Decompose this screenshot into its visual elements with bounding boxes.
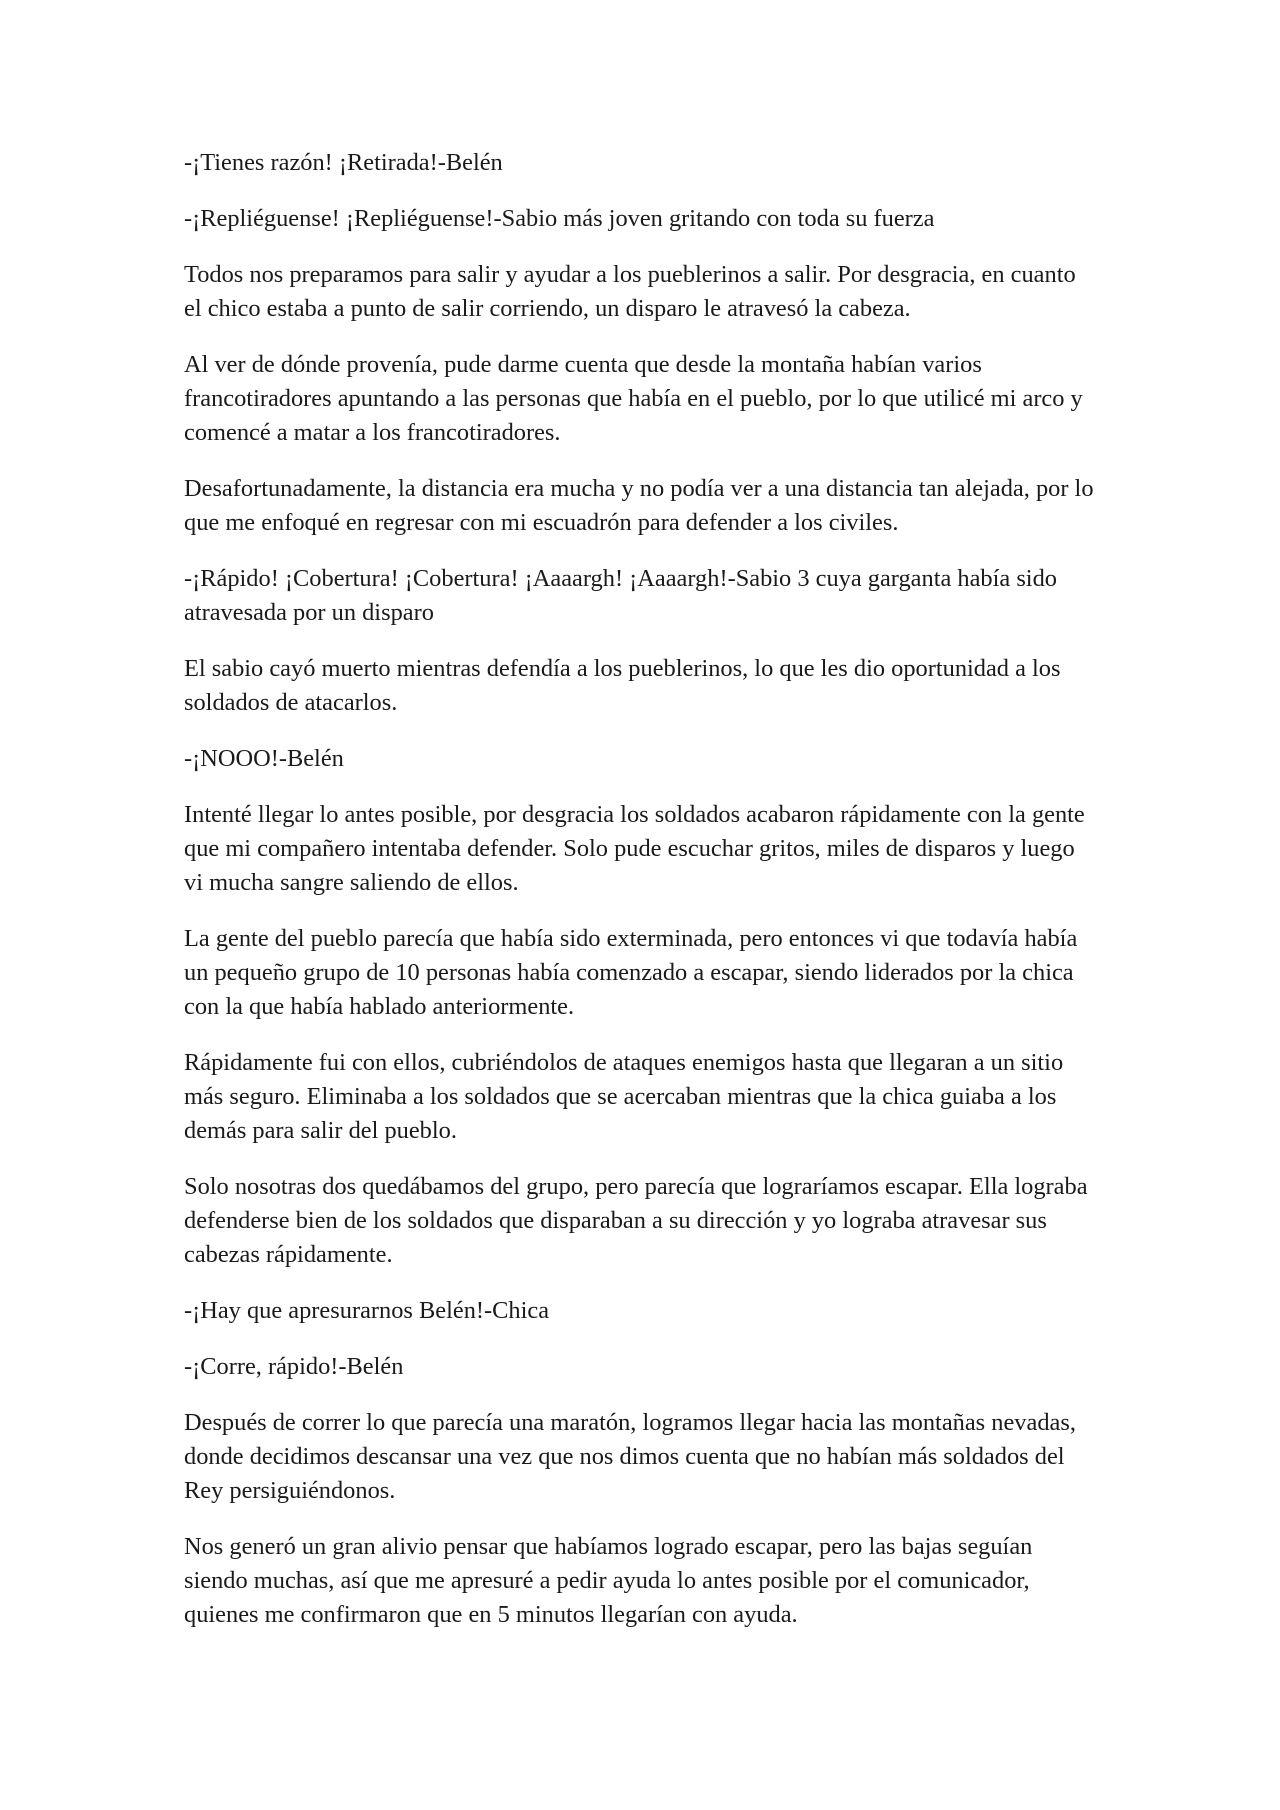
dialogue-line: -¡Hay que apresurarnos Belén!-Chica: [184, 1297, 550, 1324]
document-body: [184, 146, 1094, 1654]
dialogue-line: -¡Rápido! ¡Cobertura! ¡Cobertura! ¡Aaaargh! ¡Aaaargh!-Sabio 3 cuya garganta había sido atravesada por un disparo: [184, 565, 1057, 626]
dialogue-line: -¡Repliéguense! ¡Repliéguense!-Sabio más joven gritando con toda su fuerza: [184, 205, 935, 232]
narrative-paragraph: Nos generó un gran alivio pensar que habíamos logrado escapar, pero las bajas seguían siendo muchas, así que me apresuré a pedir ayuda lo antes posible por el comunicador, quienes me confirmaron que en 5 minutos llegarían con ayuda.: [184, 1533, 1033, 1628]
dialogue-line: -¡Corre, rápido!-Belén: [184, 1353, 404, 1380]
narrative-paragraph: Al ver de dónde provenía, pude darme cuenta que desde la montaña habían varios francotiradores apuntando a las personas que había en el pueblo, por lo que utilicé mi arco y comencé a matar a los francotiradores.: [184, 351, 1083, 446]
dialogue-line: -¡Tienes razón! ¡Retirada!-Belén: [184, 149, 503, 176]
dialogue-line: -¡NOOO!-Belén: [184, 745, 344, 772]
narrative-paragraph: Desafortunadamente, la distancia era mucha y no podía ver a una distancia tan alejada, por lo que me enfoqué en regresar con mi escuadrón para defender a los civiles.: [184, 475, 1094, 536]
narrative-paragraph: Todos nos preparamos para salir y ayudar a los pueblerinos a salir. Por desgracia, en cuanto el chico estaba a punto de salir corriendo, un disparo le atravesó la cabeza.: [184, 261, 1076, 322]
narrative-paragraph: Rápidamente fui con ellos, cubriéndolos de ataques enemigos hasta que llegaran a un sitio más seguro. Eliminaba a los soldados que se acercaban mientras que la chica guiaba a los demás para salir del pueblo.: [184, 1049, 1064, 1144]
narrative-paragraph: Después de correr lo que parecía una maratón, logramos llegar hacia las montañas nevadas, donde decidimos descansar una vez que nos dimos cuenta que no habían más soldados del Rey persiguiéndonos.: [184, 1409, 1076, 1504]
narrative-paragraph: El sabio cayó muerto mientras defendía a los pueblerinos, lo que les dio oportunidad a los soldados de atacarlos.: [184, 655, 1061, 716]
narrative-paragraph: Solo nosotras dos quedábamos del grupo, pero parecía que lograríamos escapar. Ella lograba defenderse bien de los soldados que disparaban a su dirección y yo lograba atravesar sus cabezas rápidamente.: [184, 1173, 1088, 1268]
narrative-paragraph: La gente del pueblo parecía que había sido exterminada, pero entonces vi que todavía había un pequeño grupo de 10 personas había comenzado a escapar, siendo liderados por la chica con la que había hablado anteriormente.: [184, 925, 1078, 1020]
narrative-paragraph: Intenté llegar lo antes posible, por desgracia los soldados acabaron rápidamente con la gente que mi compañero intentaba defender. Solo pude escuchar gritos, miles de disparos y luego vi mucha sangre saliendo de ellos.: [184, 801, 1085, 896]
